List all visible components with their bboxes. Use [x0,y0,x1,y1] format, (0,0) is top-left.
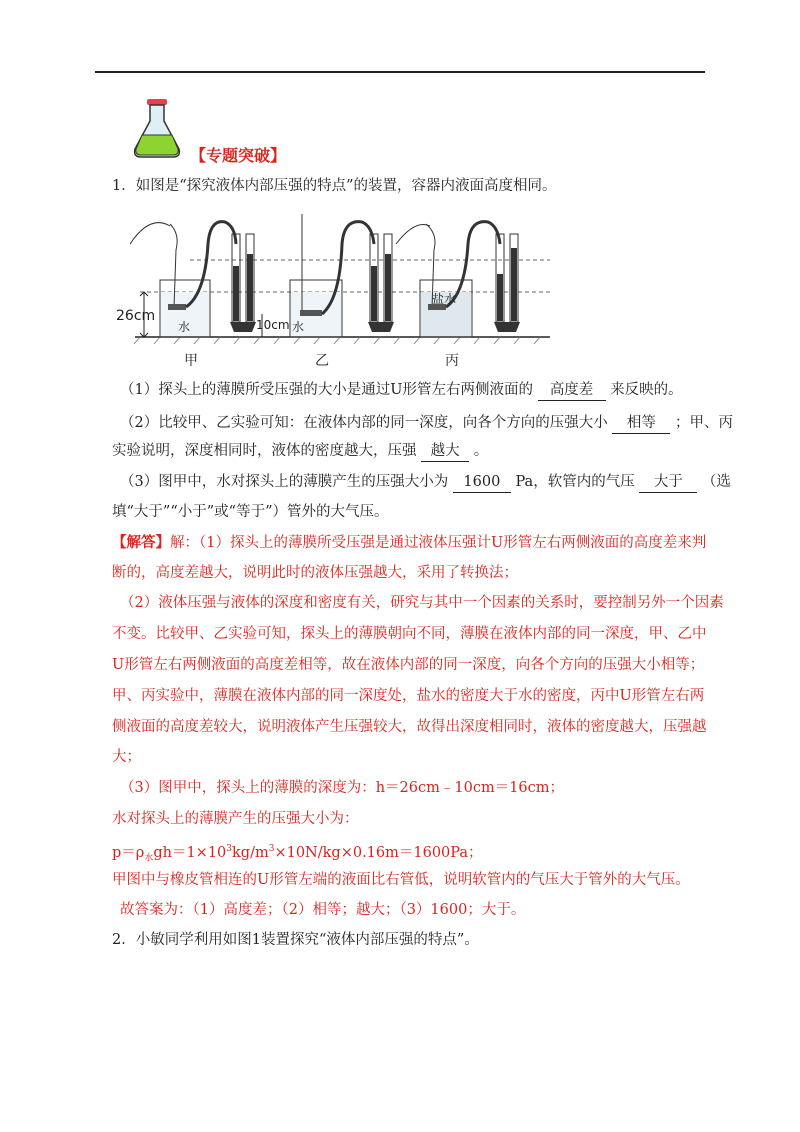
q1-part2-answer: 相等 [612,413,670,434]
figure-label-yi: 乙 [315,353,329,369]
formula-sub: 水 [144,853,154,864]
solution-tag: 【解答】 [112,534,170,551]
solution-line-1 [112,533,706,553]
solution-line-after: 甲图中与橡皮管相连的U形管左端的液面比右管低，说明软管内的气压大于管外的大气压。 [112,872,690,888]
solution-line-8: 大； [112,749,141,765]
formula-part-4: ×10N/kg×0.16m＝1600Pa； [274,844,483,861]
q1-part1-end: 来反映的。 [610,382,683,398]
section-title: 【专题突破】 [190,146,287,165]
depth-label: 26cm [116,308,156,324]
formula-sup-2: 3 [268,844,275,854]
q1-part2 [120,413,733,434]
water-label-2: 水 [292,320,305,334]
q1-part3 [120,472,731,493]
q1-part3-end: （选 [701,474,731,490]
flask-icon [131,97,183,161]
q1-part2-line2-text: 实验说明，深度相同时，液体的密度越大，压强 [112,443,417,459]
solution-line-7: 侧液面的高度差较大，说明液体产生压强较大，故得出深度相同时，液体的密度越大，压强越 [112,719,707,735]
solution-line-2: 断的，高度差越大，说明此时的液体压强越大，采用了转换法； [112,565,518,581]
q1-part1-answer: 高度差 [538,380,606,401]
experiment-figure [130,204,550,374]
solution-text-1: 解：（1）探头上的薄膜所受压强是通过液体压强计U形管左右两侧液面的高度差来判 [170,535,707,551]
formula-sup-1: 3 [226,844,233,854]
solution-formula [112,839,483,869]
q1-part2-line2 [112,441,488,462]
q1-part3-mid: Pa，软管内的气压 [515,474,635,490]
solution-line-6: 甲、丙实验中，薄膜在液体内部的同一深度处，盐水的密度大于水的密度，丙中U形管左右两 [112,688,705,704]
solution-line-4: 不变。比较甲、乙实验可知，探头上的薄膜朝向不同，薄膜在液体内部的同一深度，甲、乙中 [112,626,707,642]
q1-part2-mid: ；甲、丙 [674,415,733,431]
q1-part2-line2-end: 。 [473,443,489,459]
solution-line-5: U形管左右两侧液面的高度差相等，故在液体内部的同一深度，向各个方向的压强大小相等； [112,657,705,673]
solution-line-10: 水对探头上的薄膜产生的压强大小为： [112,811,359,827]
brine-label: 盐水 [432,292,457,306]
header-rule [95,71,705,73]
q1-part2-answer2: 越大 [421,441,469,462]
figure-label-bing: 丙 [445,353,459,369]
q1-stem: 1．如图是“探究液体内部压强的特点”的装置，容器内液面高度相同。 [112,178,557,194]
q1-part1 [120,380,683,401]
solution-line-9: （3）图甲中，探头上的薄膜的深度为：h＝26cm﹣10cm＝16cm； [120,780,565,796]
q1-part2-text: （2）比较甲、乙实验可知：在液体内部的同一深度，向各个方向的压强大小 [120,415,608,431]
solution-answer: 故答案为：（1）高度差；（2）相等；越大；（3）1600；大于。 [120,902,526,918]
q1-part1-text: （1）探头上的薄膜所受压强的大小是通过U形管左右两侧液面的 [120,382,533,398]
formula-part-3: kg/m [232,844,269,861]
q1-part3-answer2: 大于 [639,472,697,493]
water-label-1: 水 [178,320,191,334]
probe-height-label: 10cm [256,318,290,332]
formula-part-1: p＝ρ [112,844,145,861]
figure-label-jia: 甲 [184,353,198,369]
q1-part3-line2: 填“大于”“小于”或“等于”）管外的大气压。 [112,504,389,520]
q1-part3-text: （3）图甲中，水对探头上的薄膜产生的压强大小为 [120,474,449,490]
solution-line-3: （2）液体压强与液体的深度和密度有关，研究与其中一个因素的关系时，要控制另外一个因素 [120,595,724,611]
q2-stem: 2．小敏同学利用如图1装置探究“液体内部压强的特点”。 [112,932,479,948]
q1-part3-answer: 1600 [453,472,511,493]
formula-part-2: gh＝1×10 [153,844,227,861]
